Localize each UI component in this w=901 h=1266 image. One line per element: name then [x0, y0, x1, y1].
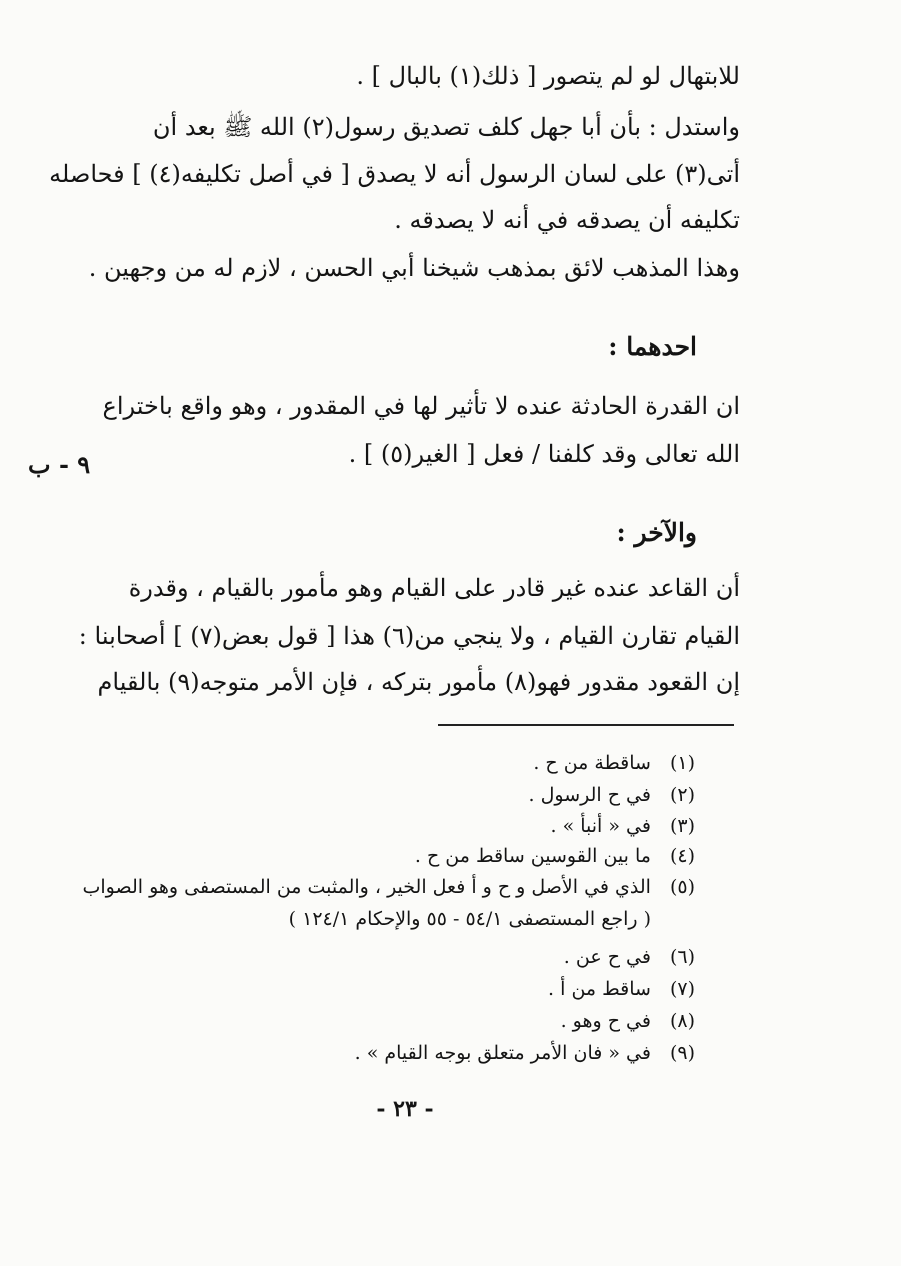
footnote-number: (١): [669, 752, 695, 774]
footnote-text: في ح الرسول .: [528, 784, 651, 806]
footnote-text: ساقطة من ح .: [533, 752, 651, 774]
footnote-number: (٥): [669, 876, 695, 898]
body-line: وهذا المذهب لائق بمذهب شيخنا أبي الحسن ، لازم له من وجهين .: [88, 254, 740, 282]
section-heading: والآخر :: [616, 518, 697, 547]
footnote-text: ساقط من أ .: [548, 978, 651, 1000]
body-line: أتى(٣) على لسان الرسول أنه لا يصدق [ في أصل تكليفه(٤) ] فحاصله: [49, 160, 740, 188]
footnote-text: ما بين القوسين ساقط من ح .: [414, 845, 651, 867]
footnote-number: (٩): [669, 1042, 695, 1064]
footnote-number: (٣): [669, 815, 695, 837]
footnote: [564, 946, 695, 968]
footnote-text: في « أنبأ » .: [550, 815, 651, 837]
body-line: الله تعالى وقد كلفنا / فعل [ الغير(٥) ] .: [348, 440, 740, 468]
footnote-number: (٨): [669, 1010, 695, 1032]
footnote: [533, 752, 695, 774]
footnote-number: (٧): [669, 978, 695, 1000]
footnote: [83, 876, 695, 898]
body-line: القيام تقارن القيام ، ولا ينجي من(٦) هذا [ قول بعض(٧) ] أصحابنا :: [78, 622, 740, 650]
body-line: واستدل : بأن أبا جهل كلف تصديق رسول(٢) الله ﷺ بعد أن: [152, 113, 740, 141]
footnote-text: في ح عن .: [563, 946, 651, 968]
footnote-text: في « فان الأمر متعلق بوجه القيام » .: [354, 1042, 651, 1064]
footnote-continuation: ( راجع المستصفى ٥٤/١ - ٥٥ والإحكام ١٢٤/١ ): [288, 908, 651, 930]
footnote-number: (٢): [669, 784, 695, 806]
body-line: ان القدرة الحادثة عنده لا تأثير لها في المقدور ، وهو واقع باختراع: [102, 392, 740, 420]
footnote-text: الذي في الأصل و ح و أ فعل الخير ، والمثبت من المستصفى وهو الصواب: [82, 876, 651, 898]
body-line: للابتهال لو لم يتصور [ ذلك(١) بالبال ] .: [356, 62, 740, 90]
footnote: [529, 784, 695, 806]
body-line: إن القعود مقدور فهو(٨) مأمور بتركه ، فإن الأمر متوجه(٩) بالقيام: [97, 668, 740, 696]
section-heading: احدهما :: [608, 332, 697, 361]
footnote-separator: [438, 724, 734, 726]
footnote: [415, 845, 695, 867]
footnote: [355, 1042, 695, 1064]
footnote: [550, 815, 695, 837]
footnote: [561, 1010, 695, 1032]
footnote-number: (٤): [669, 845, 695, 867]
footnote-text: في ح وهو .: [560, 1010, 651, 1032]
folio-marker: ٩ - ب: [28, 450, 91, 479]
page-number: - ٢٣ -: [376, 1096, 434, 1122]
body-line: أن القاعد عنده غير قادر على القيام وهو مأمور بالقيام ، وقدرة: [128, 574, 740, 602]
footnote: [548, 978, 695, 1000]
footnote-number: (٦): [669, 946, 695, 968]
body-line: تكليفه أن يصدقه في أنه لا يصدقه .: [394, 206, 740, 234]
